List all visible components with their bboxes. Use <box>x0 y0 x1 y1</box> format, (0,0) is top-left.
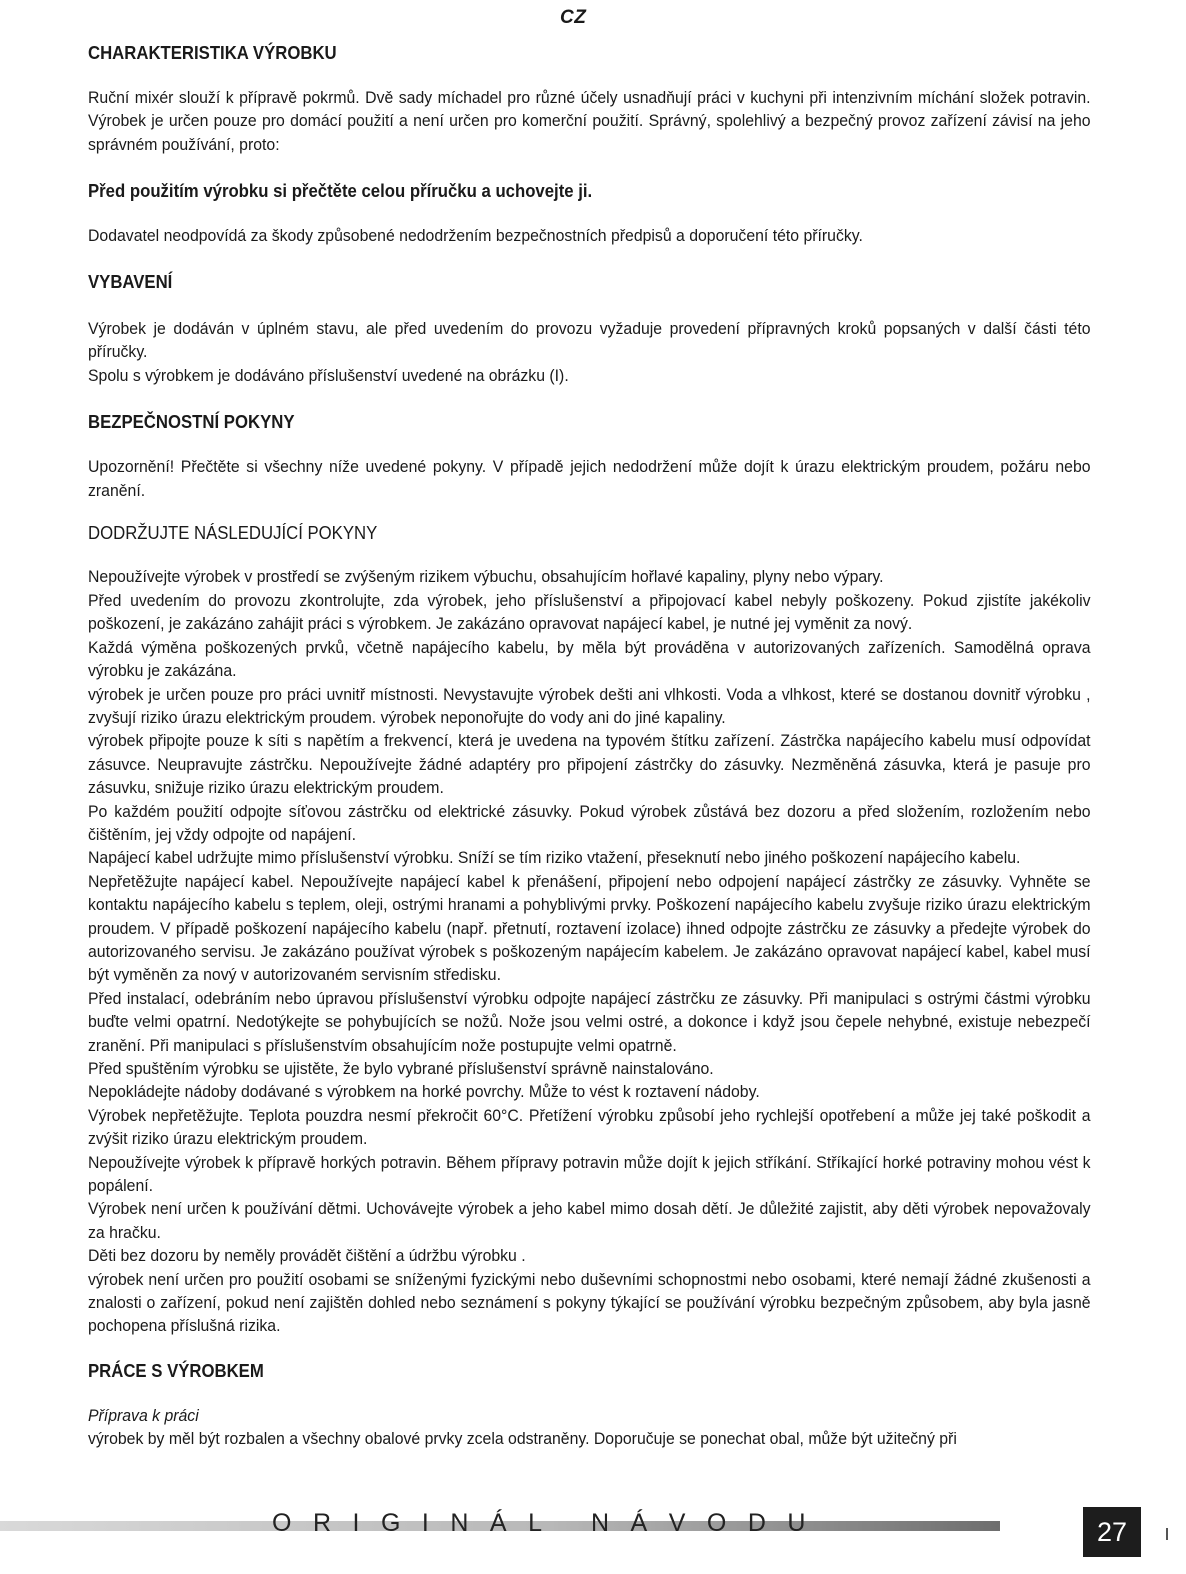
list-item: Nepokládejte nádoby dodávané s výrobkem na horké povrchy. Může to vést k roztavení nádoby. <box>88 1082 760 1102</box>
list-item: Každá výměna poškozených prvků, včetně napájecího kabelu, by měla být prováděna v autorizovaných zařízeních. Samodělná oprava výrobku je zakázána. <box>88 637 1091 681</box>
list-item: Před spuštěním výrobku se ujistěte, že bylo vybrané příslušenství správně nainstalováno. <box>88 1059 714 1078</box>
list-item: Výrobek není určen k používání dětmi. Uchovávejte výrobek a jeho kabel mimo dosah dětí. Je důležité zajistit, aby děti výrobek nepovažovaly za hračku. <box>88 1199 1091 1242</box>
list-item: Nepřetěžujte napájecí kabel. Nepoužívejte napájecí kabel k přenášení, připojení nebo odpojení napájecí zástrčky ze zásuvky. Vyhněte se kontaktu napájecího kabelu s teplem, oleji, ostrými hranami a pohyblivými prvky. Poškození napájecího kabelu zvyšuje riziko úrazu elektrickým proudem. V případě poškození napájecího kabelu (např. přetnutí, roztavení izolace) ihned odpojte zástrčku ze zásuvky a předejte výrobek do autorizovaného servisu. Je zakázáno používat výrobek s poškozeným napájecím kabelem. Je zakázáno opravovat napájecí kabel, kabel musí být vyměněn za nový v autorizovaném servisním středisku. <box>88 871 1091 985</box>
list-item: Napájecí kabel udržujte mimo příslušenství výrobku. Sníží se tím riziko vtažení, přeseknutí nebo jiného poškození napájecího kabelu. <box>88 848 1021 868</box>
paragraph: výrobek by měl být rozbalen a všechny obalové prvky zcela odstraněny. Doporučuje se ponechat obal, může být užitečný při <box>88 1429 957 1449</box>
safety-rules-list <box>88 565 1091 1337</box>
section-title-vybaveni: VYBAVENÍ <box>88 272 173 293</box>
list-item: výrobek není určen pro použití osobami se sníženými fyzickými nebo duševními schopnostmi nebo osobami, které nemají žádné zkušenosti a znalosti o zařízení, pokud není zajištěn dohled nebo seznámení s pokyny týkající se používání výrobku bezpečným způsobem, aby byla jasně pochopena příslušná rizika. <box>88 1269 1091 1336</box>
paragraph: Upozornění! Přečtěte si všechny níže uvedené pokyny. V případě jejich nedodržení může dojít k úrazu elektrickým proudem, požáru nebo zranění. <box>88 457 1091 500</box>
list-item: Nepoužívejte výrobek k přípravě horkých potravin. Během přípravy potravin může dojít k jejich stříkání. Stříkající horké potraviny mohou vést k popálení. <box>88 1152 1091 1196</box>
language-code: CZ <box>560 7 587 28</box>
list-item: Děti bez dozoru by neměly provádět čištění a údržbu výrobku . <box>88 1246 526 1266</box>
paragraph: Spolu s výrobkem je dodáváno příslušenství uvedené na obrázku (I). <box>88 365 569 385</box>
edge-mark <box>1166 1528 1168 1540</box>
paragraph: Dodavatel neodpovídá za škody způsobené nedodržením bezpečnostních předpisů a doporučení této příručky. <box>88 225 863 245</box>
list-item: výrobek je určen pouze pro práci uvnitř místnosti. Nevystavujte výrobek dešti ani vlhkosti. Voda a vlhkost, které se dostanou dovnitř výrobku , zvyšují riziko úrazu elektrickým proudem. výrobek neponořujte do vody ani do jiné kapaliny. <box>88 684 1091 727</box>
footer-title: ORIGINÁL NÁVODU <box>272 1509 827 1537</box>
bold-note: Před použitím výrobku si přečtěte celou příručku a uchovejte ji. <box>88 181 593 202</box>
section-title-bezpecnostni-pokyny: BEZPEČNOSTNÍ POKYNY <box>88 412 295 433</box>
subsection-title: Příprava k práci <box>88 1405 199 1425</box>
list-item: Po každém použití odpojte síťovou zástrčku od elektrické zásuvky. Pokud výrobek zůstává bez dozoru a před složením, rozložením nebo čištěním, jej vždy odpojte od napájení. <box>88 801 1091 844</box>
list-item: Před uvedením do provozu zkontrolujte, zda výrobek, jeho příslušenství a připojovací kabel nebyly poškozeny. Pokud zjistíte jakékoliv poškození, je zakázáno zahájit práci s výrobkem. Je zakázáno opravovat napájecí kabel, je nutné jej vyměnit za nový. <box>88 590 1091 634</box>
page-number: 27 <box>1083 1507 1141 1557</box>
section-title-prace-s-vyrobkem: PRÁCE S VÝROBKEM <box>88 1360 264 1381</box>
section-title-charakteristika: CHARAKTERISTIKA VÝROBKU <box>88 43 337 63</box>
paragraph: Ruční mixér slouží k přípravě pokrmů. Dvě sady míchadel pro různé účely usnadňují práci v kuchyni při intenzivním míchání složek potravin. Výrobek je určen pouze pro domácí použití a není určen pro komerční použití. Správný, spolehlivý a bezpečný provoz zařízení závisí na jeho správném používání, proto: <box>88 88 1091 154</box>
list-item: Nepoužívejte výrobek v prostředí se zvýšeným rizikem výbuchu, obsahujícím hořlavé kapaliny, plyny nebo výpary. <box>88 567 884 587</box>
list-item: Výrobek nepřetěžujte. Teplota pouzdra nesmí překročit 60°C. Přetížení výrobku způsobí jeho rychlejší opotřebení a může jej také poškodit a zvýšit riziko úrazu elektrickým proudem. <box>88 1105 1091 1149</box>
subsection-title: DODRŽUJTE NÁSLEDUJÍCÍ POKYNY <box>88 523 378 544</box>
paragraph: Výrobek je dodáván v úplném stavu, ale před uvedením do provozu vyžaduje provedení přípravných kroků popsaných v další části této příručky. <box>88 319 1091 362</box>
document-body <box>88 36 1091 1451</box>
list-item: Před instalací, odebráním nebo úpravou příslušenství výrobku odpojte napájecí zástrčku ze zásuvky. Při manipulaci s ostrými částmi výrobku buďte velmi opatrní. Nedotýkejte se pohybujících se nožů. Nože jsou velmi ostré, a dokonce i když jsou čepele nehybné, existuje nebezpečí zranění. Při manipulaci s příslušenstvím obsahujícím nože postupujte velmi opatrně. <box>88 988 1091 1055</box>
list-item: výrobek připojte pouze k síti s napětím a frekvencí, která je uvedena na typovém štítku zařízení. Zástrčka napájecího kabelu musí odpovídat zásuvce. Neupravujte zástrčku. Nepoužívejte žádné adaptéry pro připojení zástrčky do zásuvky. Nezměněná zásuvka, která je pasuje pro zásuvku, snižuje riziko úrazu elektrickým proudem. <box>88 731 1091 798</box>
